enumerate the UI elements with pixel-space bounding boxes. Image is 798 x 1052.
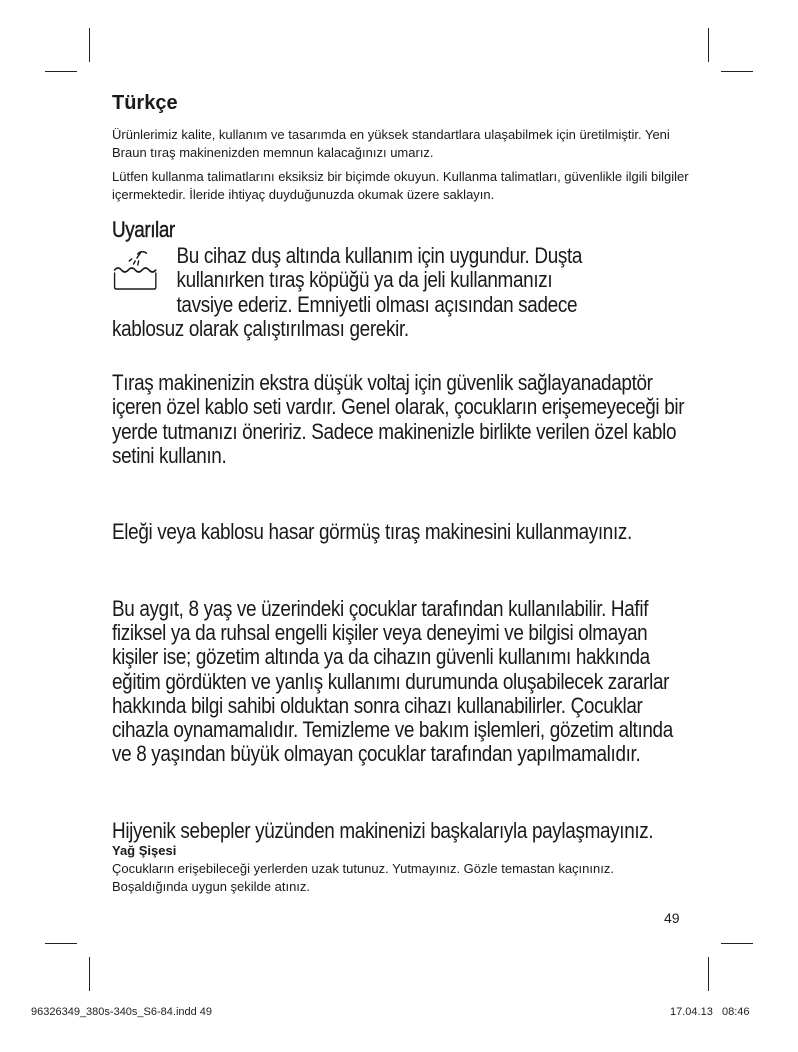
intro-paragraph-2: Lütfen kullanma talimatlarını eksiksiz bir biçimde okuyun. Kullanma talimatları, güvenlikle ilgili bilgiler içermektedir. İleride ihtiyaç duyduğunuzda okumak üzere saklayın. bbox=[112, 169, 689, 202]
warning-line-3: tavsiye ederiz. Emniyetli olması açısından sadece bbox=[176, 291, 578, 317]
page-number: 49 bbox=[664, 910, 680, 926]
warning-paragraph: Tıraş makinenizin ekstra düşük voltaj için güvenlik sağlayanadaptör içeren özel kablo seti vardır. Genel olarak, çocukların erişemeyeceği bir yerde tutmanızı öneririz. Sadece makinenizle birlikte verilen özel kablo setini kullanın. bbox=[112, 370, 685, 469]
crop-mark bbox=[45, 943, 77, 944]
warning-paragraph: Bu aygıt, 8 yaş ve üzerindeki çocuklar tarafından kullanılabilir. Hafif fiziksel ya da ruhsal engelli kişiler veya deneyimi ve bilgisi olmayan kişiler ise; gözetim altında ya da cihazın güvenli kullanımı hakkında eğitim gördükten ve yanlış kullanımı durumunda oluşabilecek zararlar hakkında bilgi sahibi olduktan sonra cihazı kullanabilirler. Çocuklar cihazla oynamamalıdır. Temizleme ve bakım işlemleri, gözetim altında ve 8 yaşından büyük olmayan çocuklar tarafından yapılmamalıdır. bbox=[112, 595, 673, 767]
crop-mark bbox=[89, 957, 90, 991]
crop-mark bbox=[721, 71, 753, 72]
warning-line-2: kullanırken tıraş köpüğü ya da jeli kullanmanızı bbox=[176, 267, 553, 293]
intro-paragraph-1: Ürünlerimiz kalite, kullanım ve tasarımda en yüksek standartlara ulaşabilmek için üretilmiştir. Yeni Braun tıraş makinenizden memnun kalacağınızı umarız. bbox=[112, 127, 670, 160]
oil-text: Çocukların erişebileceği yerlerden uzak tutunuz. Yutmayınız. Gözle temastan kaçınınız. Boşaldığında uygun şekilde atınız. bbox=[112, 861, 614, 894]
warning-line-1: Bu cihaz duş altında kullanım için uygundur. Duşta bbox=[176, 243, 583, 268]
crop-mark bbox=[45, 71, 77, 72]
warning-paragraph: Eleği veya kablosu hasar görmüş tıraş makinesini kullanmayınız. bbox=[112, 519, 632, 545]
footer-date: 17.04.13 08:46 bbox=[670, 1006, 750, 1018]
oil-section bbox=[112, 842, 692, 896]
warnings-body bbox=[112, 244, 688, 843]
warning-paragraph: Hijyenik sebepler yüzünden makinenizi başkalarıyla paylaşmayınız. bbox=[112, 817, 654, 843]
warning-line-4: kablosuz olarak çalıştırılması gerekir. bbox=[112, 315, 409, 341]
crop-mark bbox=[708, 957, 709, 991]
page-content bbox=[112, 88, 692, 865]
crop-mark bbox=[708, 28, 709, 62]
shower-bath-icon bbox=[112, 248, 157, 294]
crop-mark bbox=[89, 28, 90, 62]
crop-mark bbox=[721, 943, 753, 944]
warnings-title: Uyarılar bbox=[112, 217, 175, 242]
footer-filename: 96326349_380s-340s_S6-84.indd 49 bbox=[31, 1006, 213, 1018]
oil-title: Yağ Şişesi bbox=[112, 843, 177, 858]
page-title: Türkçe bbox=[112, 92, 178, 114]
shower-warning bbox=[112, 244, 688, 341]
